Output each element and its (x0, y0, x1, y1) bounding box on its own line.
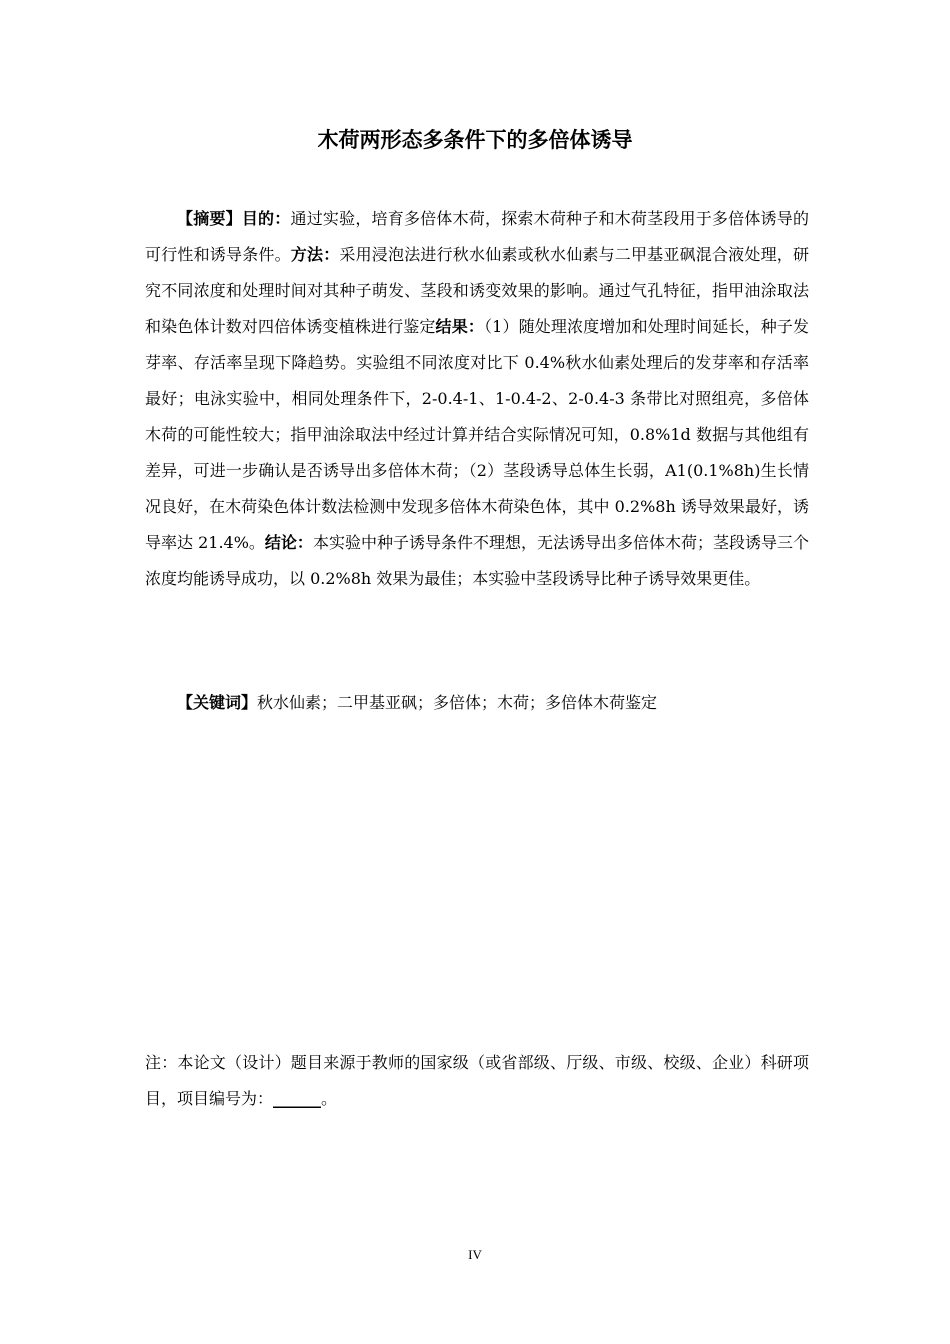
method-text: 采用浸泡法进行秋水仙素或秋水仙素与二甲基亚砜混合液处理，研究不同浓度和处理时间对其种子萌发、茎段和诱变效果的影响。通过气孔特征，指甲油涂取法和染色体计数对四倍体诱变植株进行鉴定 (145, 245, 809, 336)
purpose-label: 目的： (241, 209, 291, 228)
source-note (145, 1045, 809, 1117)
keywords-paragraph (145, 685, 809, 721)
conclusion-label: 结论： (264, 533, 313, 552)
abstract-label: 【摘要】 (177, 209, 242, 228)
note-text: 注：本论文（设计）题目来源于教师的国家级（或省部级、厅级、市级、校级、企业）科研项目，项目编号为： (145, 1053, 809, 1108)
page-number: IV (468, 1247, 482, 1262)
abstract-paragraph (145, 201, 809, 597)
note-end: 。 (321, 1089, 338, 1108)
keywords-text: 秋水仙素；二甲基亚砜；多倍体；木荷；多倍体木荷鉴定 (257, 693, 658, 712)
conclusion-text: 本实验中种子诱导条件不理想，无法诱导出多倍体木荷；茎段诱导三个浓度均能诱导成功，以 0.2%8h 效果为最佳；本实验中茎段诱导比种子诱导效果更佳。 (145, 533, 809, 588)
project-number-blank: ______ (273, 1089, 322, 1108)
keywords-label: 【关键词】 (177, 693, 258, 712)
result-label: 结果： (435, 317, 484, 336)
method-label: 方法： (290, 245, 340, 264)
result-text: （1）随处理浓度增加和处理时间延长，种子发芽率、存活率呈现下降趋势。实验组不同浓度对比下 0.4%秋水仙素处理后的发芽率和存活率最好；电泳实验中，相同处理条件下，2-0.4-1、1-0.4-2、2-0.4-3 条带比对照组亮，多倍体木荷的可能性较大；指甲油涂取法中经过计算并结合实际情况可知，0.8%1d 数据与其他组有差异，可进一步确认是否诱导出多倍体木荷；（2）茎段诱导总体生长弱，A1(0.1%8h)生长情况良好，在木荷染色体计数法检测中发现多倍体木荷染色体，其中 0.2%8h 诱导效果最好，诱导率达 21.4%。 (145, 317, 809, 552)
page-title: 木荷两形态多条件下的多倍体诱导 (317, 128, 633, 152)
purpose-text: 通过实验，培育多倍体木荷，探索木荷种子和木荷茎段用于多倍体诱导的可行性和诱导条件。 (145, 209, 809, 264)
